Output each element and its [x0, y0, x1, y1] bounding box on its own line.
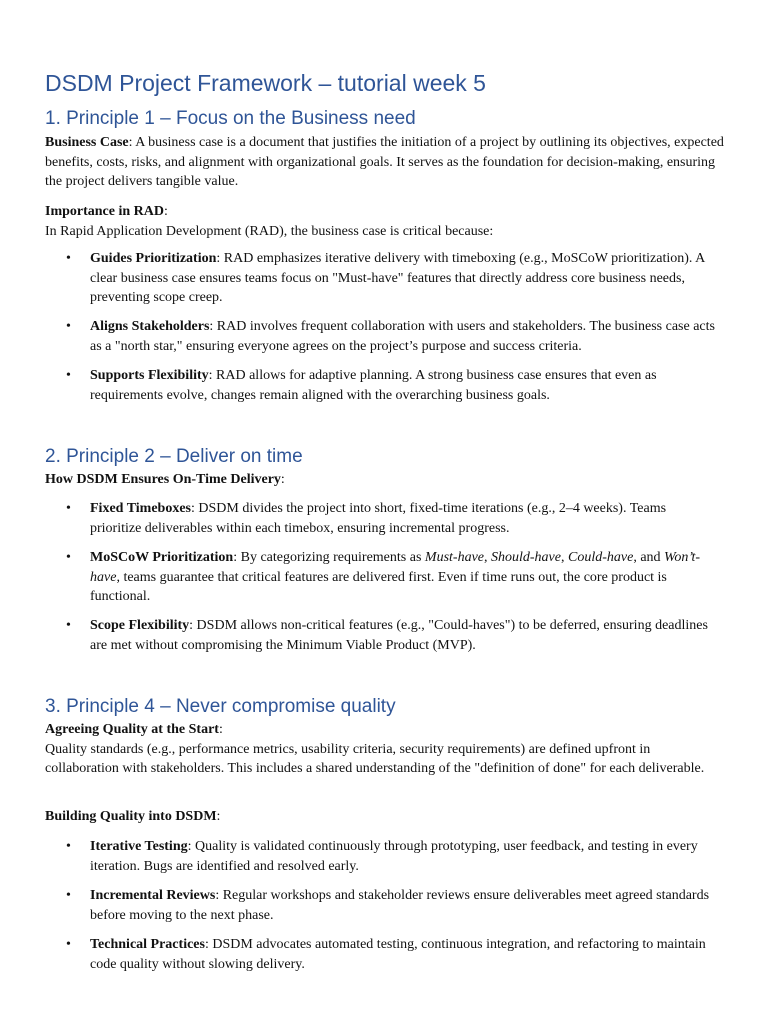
bullet-icon: •	[66, 839, 71, 854]
bullet-label: Technical Practices	[90, 937, 205, 952]
bullet-text: : DSDM divides the project into short, fixed-time iterations (e.g., 2–4 weeks). Teams prioritize deliverables within each timebox, ensuring incremental progress.	[90, 501, 667, 536]
bullet-text: : RAD emphasizes iterative delivery with timeboxing (e.g., MoSCoW prioritization). A clear business case ensures teams focus on "Must-have" features that directly address core business needs, preventing scope creep.	[90, 251, 705, 305]
bullet-text: : RAD involves frequent collaboration with users and stakeholders. The business case acts as a "north star," ensuring everyone agrees on the project’s purpose and success criteria.	[90, 319, 715, 354]
bullet-icon: •	[66, 937, 71, 952]
building-quality-colon: :	[216, 809, 221, 824]
business-case-text: : A business case is a document that justifies the initiation of a project by outlining its objectives, expected benefits, costs, risks, and alignment with organizational goals. It serves as the foundation for decision-making, ensuring the project delivers tangible value.	[45, 135, 724, 189]
bullet-label: Incremental Reviews	[90, 888, 216, 903]
list-item	[66, 366, 716, 405]
agreeing-quality-label: Agreeing Quality at the Start	[45, 722, 219, 737]
bullet-icon: •	[66, 319, 71, 334]
bullet-label: Fixed Timeboxes	[90, 501, 191, 516]
section-1-heading: 1. Principle 1 – Focus on the Business need	[45, 108, 416, 129]
bullet-label: Guides Prioritization	[90, 251, 217, 266]
list-item	[66, 499, 716, 538]
list-item	[66, 317, 716, 356]
could-have-term: Could-have	[567, 550, 634, 565]
list-item	[66, 249, 716, 308]
bullet-label: Aligns Stakeholders	[90, 319, 210, 334]
bullet-text: : By categorizing requirements as	[233, 550, 425, 565]
separator: ,	[560, 550, 568, 565]
list-item	[66, 616, 716, 655]
bullet-icon: •	[66, 550, 71, 565]
section-3-heading: 3. Principle 4 – Never compromise quality	[45, 696, 396, 717]
separator: ,	[484, 550, 491, 565]
bullet-label: MoSCoW Prioritization	[90, 550, 234, 565]
bullet-label: Scope Flexibility	[90, 618, 190, 633]
bullet-icon: •	[66, 888, 71, 903]
bullet-text: , and	[633, 550, 665, 565]
agreeing-quality-text: Quality standards (e.g., performance metrics, usability criteria, security requirements) are defined upfront in collaboration with stakeholders. This includes a shared understanding of the "definition of done" for each deliverable.	[45, 741, 705, 776]
document-title: DSDM Project Framework – tutorial week 5	[45, 70, 486, 96]
bullet-text: : Regular workshops and stakeholder reviews ensure deliverables meet agreed standards before moving to the next phase.	[90, 888, 710, 923]
importance-colon: :	[164, 204, 168, 219]
bullet-label: Iterative Testing	[90, 839, 188, 854]
bullet-text: : DSDM advocates automated testing, continuous integration, and refactoring to maintain code quality without slowing delivery.	[90, 937, 706, 972]
list-item	[66, 548, 716, 607]
business-case-label: Business Case	[45, 135, 129, 150]
importance-paragraph	[45, 202, 725, 241]
list-item	[66, 837, 716, 876]
delivery-label: How DSDM Ensures On-Time Delivery	[45, 472, 281, 487]
list-item	[66, 935, 716, 974]
bullet-text: : RAD allows for adaptive planning. A strong business case ensures that even as requirements evolve, changes remain aligned with the overarching business goals.	[90, 368, 657, 403]
building-quality-subheading	[45, 807, 725, 827]
bullet-icon: •	[66, 501, 71, 516]
section-2-heading: 2. Principle 2 – Deliver on time	[45, 446, 303, 467]
must-have-term: Must-have	[424, 550, 484, 565]
bullet-text: : DSDM allows non-critical features (e.g., "Could-haves") to be deferred, ensuring deadlines are met without compromising the Minimum Viable Product (MVP).	[90, 618, 708, 653]
list-item	[66, 886, 716, 925]
bullet-icon: •	[66, 618, 71, 633]
importance-label: Importance in RAD	[45, 204, 164, 219]
bullet-label: Supports Flexibility	[90, 368, 209, 383]
bullet-text: , teams guarantee that critical features are delivered first. Even if time runs out, the core product is functional.	[90, 569, 667, 604]
agreeing-quality-colon: :	[218, 722, 223, 737]
wont-have-term: Won’t-have	[90, 550, 701, 585]
delivery-subheading	[45, 470, 725, 490]
bullet-text: : Quality is validated continuously through prototyping, user feedback, and testing in every iteration. Bugs are identified and resolved early.	[90, 839, 698, 874]
delivery-colon: :	[280, 472, 285, 487]
bullet-icon: •	[66, 251, 71, 266]
importance-text: In Rapid Application Development (RAD), the business case is critical because:	[45, 223, 494, 239]
business-case-paragraph	[45, 133, 725, 192]
bullet-icon: •	[66, 368, 71, 383]
agreeing-quality-paragraph	[45, 720, 725, 779]
building-quality-label: Building Quality into DSDM	[45, 809, 217, 824]
should-have-term: Should-have	[491, 550, 561, 565]
